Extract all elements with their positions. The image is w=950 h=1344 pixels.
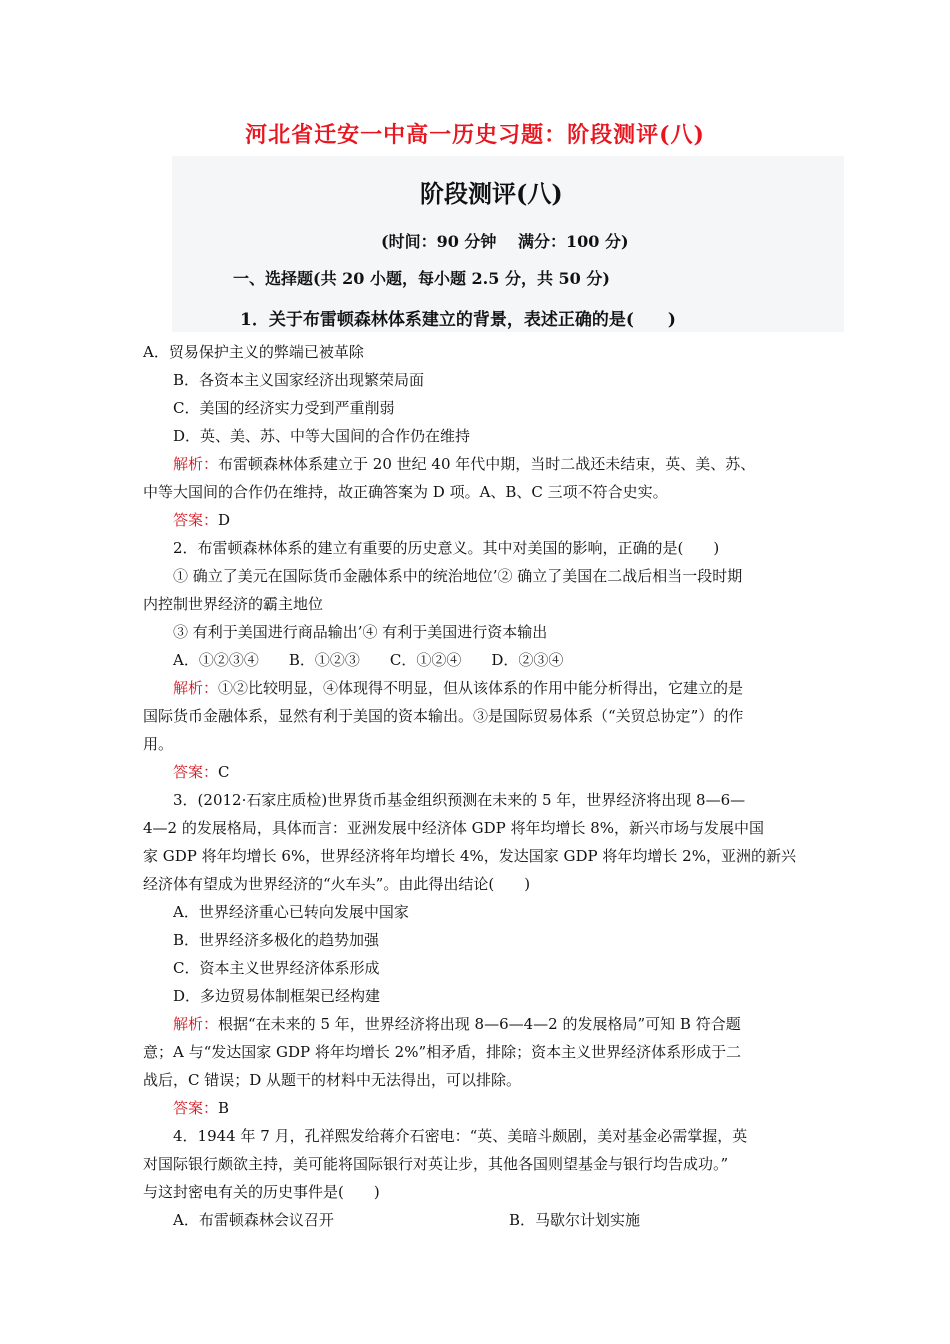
answer-value: B: [218, 1099, 230, 1117]
q2-options: A．①②③④ B．①②③ C．①②④ D．②③④: [173, 651, 564, 669]
q3-stem-cont2: 家 GDP 将年均增长 6%，世界经济将年均增长 4%，发达国家 GDP 将年均增长 2%，亚洲的新兴: [143, 847, 796, 865]
q4-stem: 4．1944 年 7 月，孔祥熙发给蒋介石密电：“英、美暗斗颇剧，美对基金必需掌握，英: [173, 1127, 748, 1145]
q3-option-d: D．多边贸易体制框架已经构建: [173, 987, 381, 1005]
q1-option-b: B．各资本主义国家经济出现繁荣局面: [173, 371, 425, 389]
analysis-text: 根据“在未来的 5 年，世界经济将出现 8—6—4—2 的发展格局”可知 B 符合题: [218, 1015, 741, 1033]
q1-option-d: D．英、美、苏、中等大国间的合作仍在维持: [173, 427, 471, 445]
q2-answer: [173, 761, 230, 782]
q3-stem-cont3: 经济体有望成为世界经济的“火车头”。由此得出结论( ): [143, 875, 531, 893]
document-title: 河北省迁安一中高一历史习题：阶段测评(八): [245, 122, 705, 148]
q2-items-cont: 内控制世界经济的霸主地位: [143, 595, 324, 613]
analysis-label: 解析：: [173, 1015, 219, 1033]
answer-value: C: [218, 763, 230, 781]
answer-label: 答案：: [173, 511, 219, 529]
answer-value: D: [218, 511, 231, 529]
time-info: (时间：90 分钟 满分：100 分): [381, 232, 629, 251]
q3-answer: [173, 1097, 229, 1118]
q3-option-c: C．资本主义世界经济体系形成: [173, 959, 380, 977]
q3-analysis: [173, 1013, 741, 1034]
q4-option-b: B．马歇尔计划实施: [509, 1211, 641, 1229]
q4-stem-cont: 对国际银行颇欲主持，美可能将国际银行对英让步，其他各国则望基金与银行均告成功。”: [143, 1155, 729, 1173]
q3-stem-cont: 4—2 的发展格局，具体而言：亚洲发展中经济体 GDP 将年均增长 8%，新兴市场与发展中国: [143, 819, 765, 837]
analysis-label: 解析：: [173, 455, 219, 473]
q3-analysis-cont2: 战后，C 错误；D 从题干的材料中无法得出，可以排除。: [143, 1071, 522, 1089]
q2-stem: 2．布雷顿森林体系的建立有重要的历史意义。其中对美国的影响，正确的是( ): [173, 539, 720, 557]
q3-stem: 3．(2012·石家庄质检)世界货币基金组织预测在未来的 5 年，世界经济将出现 8—6—: [173, 791, 746, 809]
q1-option-a: A．贸易保护主义的弊端已被革除: [143, 343, 364, 361]
answer-label: 答案：: [173, 763, 219, 781]
analysis-label: 解析：: [173, 679, 219, 697]
section-heading: 一、选择题(共 20 小题，每小题 2.5 分，共 50 分): [233, 269, 610, 288]
q3-option-b: B．世界经济多极化的趋势加强: [173, 931, 380, 949]
q1-analysis: [173, 453, 755, 474]
q1-analysis-cont: 中等大国间的合作仍在维持，故正确答案为 D 项。A、B、C 三项不符合史实。: [143, 483, 668, 501]
q1-option-c: C．美国的经济实力受到严重削弱: [173, 399, 395, 417]
q1-stem: 1．关于布雷顿森林体系建立的背景，表述正确的是( ): [240, 310, 676, 330]
q2-analysis-cont: 国际货币金融体系，显然有利于美国的资本输出。③是国际贸易体系（“关贸总协定”）的作: [143, 707, 744, 725]
q2-analysis-cont2: 用。: [143, 735, 174, 753]
test-subtitle: 阶段测评(八): [420, 179, 563, 208]
q4-stem-cont2: 与这封密电有关的历史事件是( ): [143, 1183, 380, 1201]
q4-option-a: A．布雷顿森林会议召开: [173, 1211, 334, 1229]
answer-label: 答案：: [173, 1099, 219, 1117]
q1-answer: [173, 509, 230, 530]
analysis-text: 布雷顿森林体系建立于 20 世纪 40 年代中期，当时二战还未结束，英、美、苏、: [218, 455, 756, 473]
q3-option-a: A．世界经济重心已转向发展中国家: [173, 903, 409, 921]
analysis-text: ①②比较明显，④体现得不明显，但从该体系的作用中能分析得出，它建立的是: [218, 679, 744, 697]
q2-analysis: [173, 677, 743, 698]
q3-analysis-cont: 意；A 与“发达国家 GDP 将年均增长 2%”相矛盾，排除；资本主义世界经济体系形成于二: [143, 1043, 742, 1061]
q2-items: ① 确立了美元在国际货币金融体系中的统治地位’② 确立了美国在二战后相当一段时期: [173, 567, 743, 585]
q2-items-2: ③ 有利于美国进行商品输出’④ 有利于美国进行资本输出: [173, 623, 548, 641]
